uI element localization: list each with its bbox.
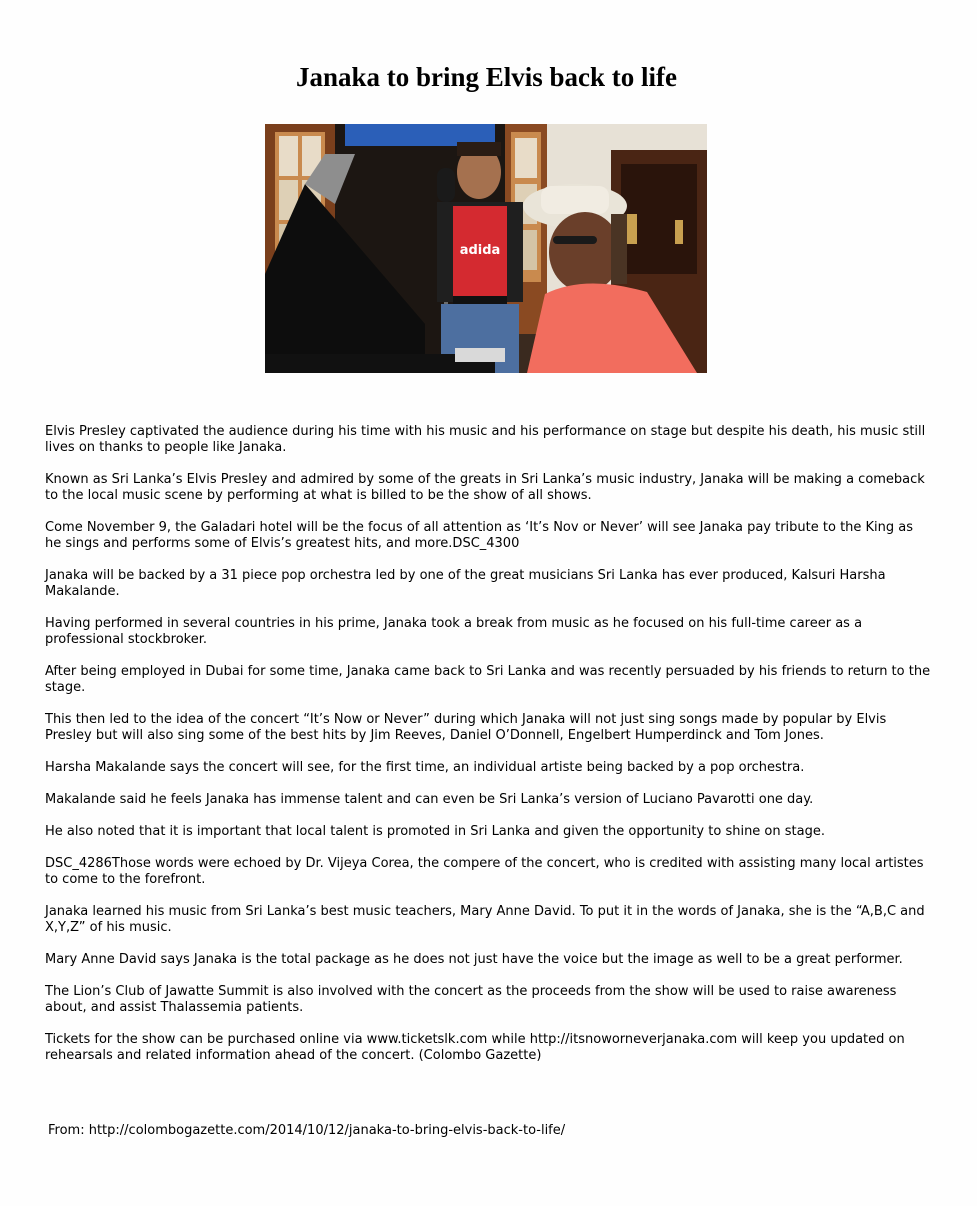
paragraph: Come November 9, the Galadari hotel will be the focus of all attention as ‘It’s Nov or Never’ will see Janaka pay tribute to the King as he sings and performs some of Elvis’s greatest hits, and more.DSC_4300 xyxy=(45,520,914,551)
paragraph: Tickets for the show can be purchased online via www.ticketslk.com while http://itsnoworneverjanaka.com will keep you updated on rehearsals and related information ahead of the concert. (Colombo Gazette) xyxy=(45,1032,905,1063)
paragraph: Janaka learned his music from Sri Lanka’s best music teachers, Mary Anne David. To put it in the words of Janaka, she is the “A,B,C and X,Y,Z” of his music. xyxy=(45,904,925,935)
paragraph: DSC_4286Those words were echoed by Dr. Vijeya Corea, the compere of the concert, who is credited with assisting many local artistes to come to the forefront. xyxy=(45,856,924,887)
paragraph: Having performed in several countries in his prime, Janaka took a break from music as he focused on his full-time career as a professional stockbroker. xyxy=(45,616,863,647)
paragraph: Makalande said he feels Janaka has immense talent and can even be Sri Lanka’s version of Luciano Pavarotti one day. xyxy=(45,792,814,807)
source-line: From: http://colombogazette.com/2014/10/12/janaka-to-bring-elvis-back-to-life/ xyxy=(48,1123,566,1138)
paragraph: Mary Anne David says Janaka is the total package as he does not just have the voice but the image as well to be a great performer. xyxy=(45,952,903,967)
paragraph: This then led to the idea of the concert “It’s Now or Never” during which Janaka will not just sing songs made by popular by Elvis Presley but will also sing some of the best hits by Jim Reeves, Daniel O’Donnell, Engelbert Humperdinck and Tom Jones. xyxy=(45,712,887,743)
paragraph: Harsha Makalande says the concert will see, for the first time, an individual artiste being backed by a pop orchestra. xyxy=(45,760,805,775)
shirt-print: adida xyxy=(459,243,501,258)
article-photo xyxy=(265,124,707,373)
paragraph: Elvis Presley captivated the audience during his time with his music and his performance on stage but despite his death, his music still lives on thanks to people like Janaka. xyxy=(45,424,926,455)
article-title: Janaka to bring Elvis back to life xyxy=(295,62,678,92)
paragraph: Known as Sri Lanka’s Elvis Presley and admired by some of the greats in Sri Lanka’s music industry, Janaka will be making a comeback to the local music scene by performing at what is billed to be the show of all shows. xyxy=(45,472,925,503)
paragraph: Janaka will be backed by a 31 piece pop orchestra led by one of the great musicians Sri Lanka has ever produced, Kalsuri Harsha Makalande. xyxy=(45,568,886,599)
paragraph: He also noted that it is important that local talent is promoted in Sri Lanka and given the opportunity to shine on stage. xyxy=(45,824,825,839)
paragraph: After being employed in Dubai for some time, Janaka came back to Sri Lanka and was recently persuaded by his friends to return to the stage. xyxy=(45,664,931,695)
article-body xyxy=(45,424,933,1080)
paragraph: The Lion’s Club of Jawatte Summit is also involved with the concert as the proceeds from the show will be used to raise awareness about, and assist Thalassemia patients. xyxy=(45,984,897,1015)
